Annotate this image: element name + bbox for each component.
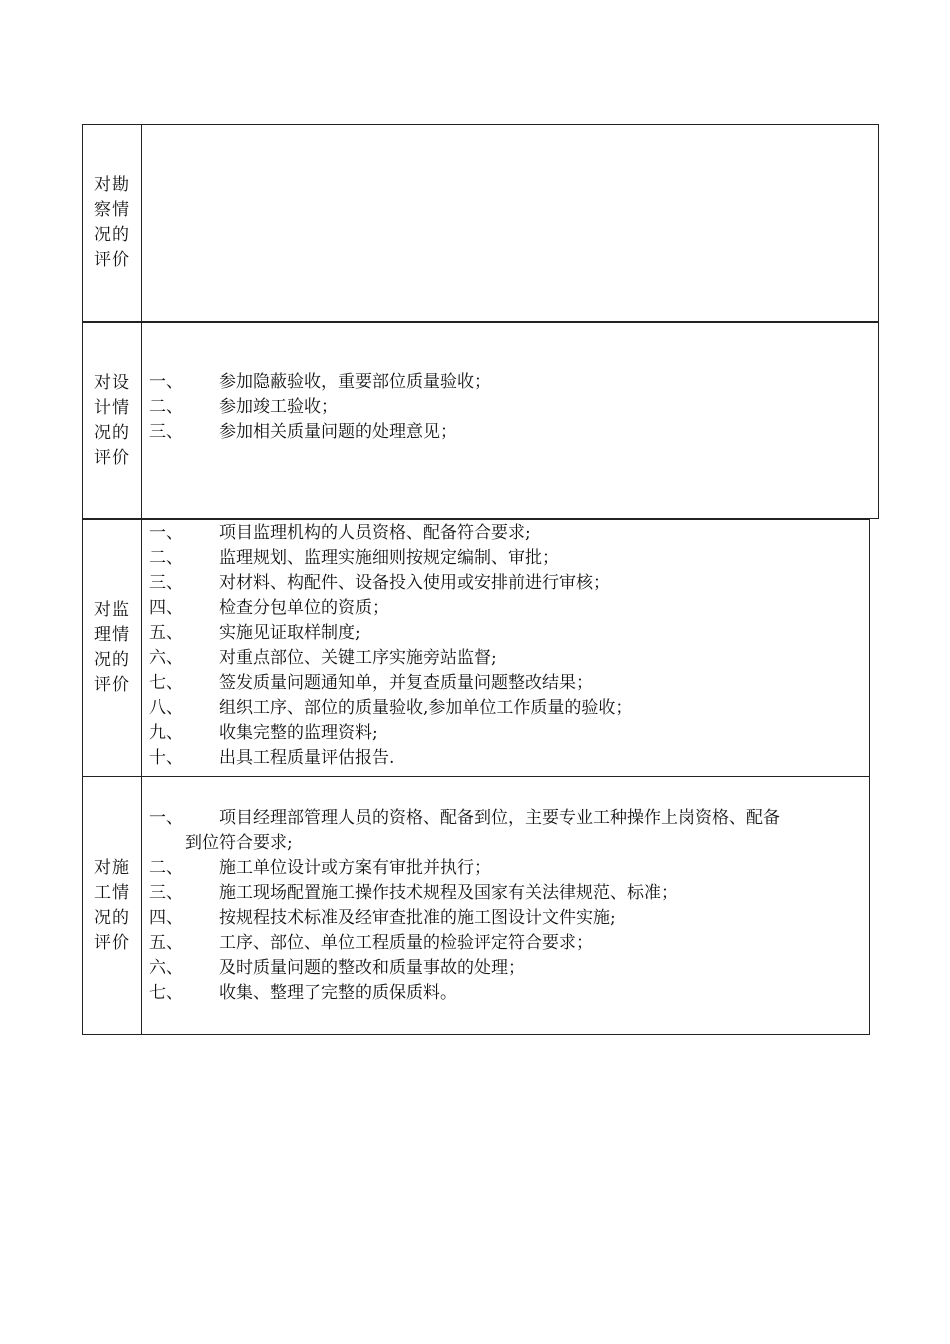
list-item: 五、 工序、部位、单位工程质量的检验评定符合要求； [149, 933, 593, 953]
list-item: 四、 检查分包单位的资质； [149, 598, 389, 618]
label-text: 对监理情况的评价 [94, 600, 130, 695]
label-text: 对勘察情况的评价 [94, 175, 130, 270]
row-design [82, 322, 879, 519]
row-label [83, 323, 142, 518]
list-item: 一、 项目监理机构的人员资格、配备符合要求; [149, 523, 531, 543]
list-item: 十、 出具工程质量评估报告. [149, 748, 395, 768]
list-item: 三、 对材料、构配件、设备投入使用或安排前进行审核； [149, 573, 610, 593]
list-item: 三、 施工现场配置施工操作技术规程及国家有关法律规范、标准； [149, 883, 678, 903]
list-item: 一、 项目经理部管理人员的资格、配备到位，主要专业工种操作上岗资格、配备 [149, 808, 780, 828]
list-item: 九、 收集完整的监理资料; [149, 723, 378, 743]
row-label [83, 520, 142, 776]
list-item: 二、 施工单位设计或方案有审批并执行； [149, 858, 491, 878]
label-text: 对设计情况的评价 [94, 372, 130, 468]
list-item: 七、 收集、整理了完整的质保质料。 [149, 983, 457, 1003]
list-item-continuation: 到位符合要求; [185, 833, 293, 853]
row-construction [82, 776, 870, 1035]
list-item: 二、 监理规划、监理实施细则按规定编制、审批； [149, 548, 559, 568]
row-label [83, 125, 142, 321]
row-content [149, 370, 870, 445]
list-item: 五、 实施见证取样制度; [149, 623, 361, 643]
list-item: 一、 参加隐蔽验收，重要部位质量验收； [149, 372, 491, 392]
list-item: 八、 组织工序、部位的质量验收,参加单位工作质量的验收； [149, 698, 633, 718]
list-item: 四、 按规程技术标准及经审查批准的施工图设计文件实施; [149, 908, 616, 928]
label-text: 对施工情况的评价 [94, 857, 130, 953]
list-item: 六、 对重点部位、关键工序实施旁站监督; [149, 648, 497, 668]
list-item: 六、 及时质量问题的整改和质量事故的处理； [149, 958, 525, 978]
row-content [149, 806, 861, 1006]
row-supervision [82, 519, 870, 777]
row-label [83, 777, 142, 1034]
row-content [149, 521, 861, 771]
list-item: 三、 参加相关质量问题的处理意见； [149, 422, 457, 442]
row-survey [82, 124, 879, 322]
list-item: 七、 签发质量问题通知单，并复查质量问题整改结果； [149, 673, 593, 693]
list-item: 二、 参加竣工验收； [149, 397, 338, 417]
